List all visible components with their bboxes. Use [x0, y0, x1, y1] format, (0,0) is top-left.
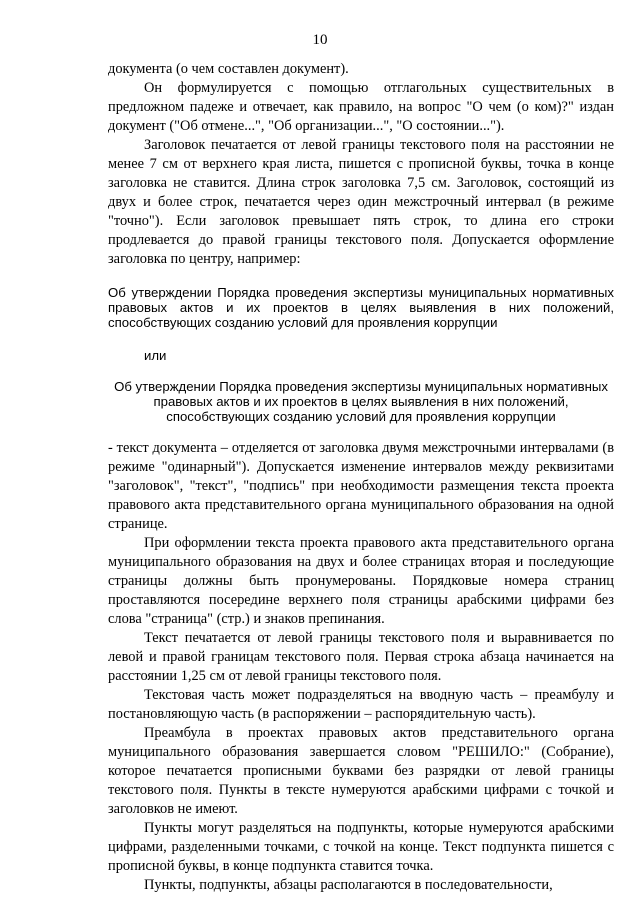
- paragraph: Преамбула в проектах правовых актов представительного органа муниципального образования завершается словом "РЕШИЛО:" (Собрание), которое печатается прописными буквами без разрядки от левой границы текстового поля. Пункты в тексте нумеруются арабскими цифрами с точкой и заголовков не имеют.: [108, 725, 614, 817]
- paragraph: При оформлении текста проекта правового акта представительного органа муниципального образования на двух и более страницах вторая и последующие страницы должны быть пронумерованы. Порядковые номера страниц проставляются посередине верхнего поля страницы арабскими цифрами без слова "страница" (стр.) и знаков препинания.: [108, 535, 614, 627]
- paragraph: Текст печатается от левой границы текстового поля и выравнивается по левой и правой границам текстового поля. Первая строка абзаца начинается на расстоянии 1,25 см от левой границы текстового поля.: [108, 630, 614, 684]
- paragraph: Пункты, подпункты, абзацы располагаются в последовательности,: [144, 877, 553, 893]
- paragraph: документа (о чем составлен документ).: [108, 61, 349, 77]
- document-body: [108, 60, 614, 895]
- paragraph: Текстовая часть может подразделяться на вводную часть – преамбулу и постановляющую часть (в распоряжении – распорядительную часть).: [108, 687, 614, 722]
- title-example-centered: Об утверждении Порядка проведения экспертизы муниципальных нормативных правовых актов и их проектов в целях выявления в них положений, способствующих созданию условий для проявления коррупции: [114, 379, 608, 424]
- title-example-left-aligned: Об утверждении Порядка проведения экспертизы муниципальных нормативных правовых актов и их проектов в целях выявления в них положений, способствующих созданию условий для проявления коррупции: [108, 285, 614, 330]
- page-number: 10: [312, 32, 328, 48]
- paragraph: Он формулируется с помощью отглагольных существительных в предложном падеже и отвечает, как правило, на вопрос "О чем (о ком)?" издан документ ("Об отмене...", "Об организации...", "О состоянии...").: [108, 80, 614, 134]
- or-separator: или: [144, 348, 167, 363]
- paragraph: Пункты могут разделяться на подпункты, которые нумеруются арабскими цифрами, разделенными точками, с точкой на конце. Текст подпункта пишется с прописной буквы, в конце подпункта ставится точка.: [108, 820, 614, 874]
- paragraph: - текст документа – отделяется от заголовка двумя межстрочными интервалами (в режиме "одинарный"). Допускается изменение интервалов между реквизитами "заголовок", "текст", "подпись" при необходимости размещения текста проекта правового акта представительного органа муниципального образования на одной странице.: [108, 440, 614, 532]
- paragraph: Заголовок печатается от левой границы текстового поля на расстоянии не менее 7 см от верхнего края листа, пишется с прописной буквы, точка в конце заголовка не ставится. Длина строк заголовка 7,5 см. Заголовок, состоящий из двух и более строк, печатается через один межстрочный интервал (в режиме "точно"). Если заголовок превышает пять строк, то длина его строки продлевается до правой границы текстового поля. Допускается оформление заголовка по центру, например:: [108, 137, 614, 267]
